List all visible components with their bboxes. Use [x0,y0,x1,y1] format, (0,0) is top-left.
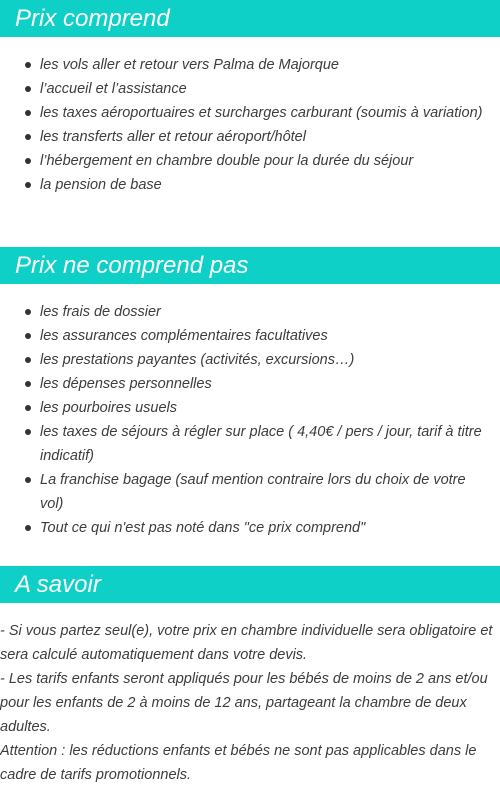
list-item: les taxes de séjours à régler sur place ( 4,40€ / pers / jour, tarif à titre indicatif) [0,420,500,468]
list-item: les vols aller et retour vers Palma de Majorque [0,53,500,77]
list-item: l’accueil et l’assistance [0,77,500,101]
list-item: les transferts aller et retour aéroport/hôtel [0,125,500,149]
list-item: les prestations payantes (activités, excursions…) [0,348,500,372]
note-paragraph: - Les tarifs enfants seront appliqués pour les bébés de moins de 2 ans et/ou pour les enfants de 2 à moins de 12 ans, partageant la chambre de deux adultes. [0,671,488,735]
excluded-list [0,300,500,540]
note-paragraph: - Si vous partez seul(e), votre prix en chambre individuelle sera obligatoire et sera calculé automatiquement dans votre devis. [0,623,493,663]
list-item: Tout ce qui n'est pas noté dans "ce prix comprend" [0,516,500,540]
notes-block [0,619,500,787]
included-list [0,53,500,197]
list-item: les frais de dossier [0,300,500,324]
list-item: les taxes aéroportuaires et surcharges carburant (soumis à variation) [0,101,500,125]
list-item: l’hébergement en chambre double pour la durée du séjour [0,149,500,173]
list-item: les pourboires usuels [0,396,500,420]
list-item: les dépenses personnelles [0,372,500,396]
section-header-a-savoir: A savoir [0,566,500,603]
list-item: La franchise bagage (sauf mention contraire lors du choix de votre vol) [0,468,500,516]
section-header-prix-comprend: Prix comprend [0,0,500,37]
note-paragraph: Attention : les réductions enfants et bébés ne sont pas applicables dans le cadre de tarifs promotionnels. [0,743,477,783]
section-header-prix-ne-comprend-pas: Prix ne comprend pas [0,247,500,284]
list-item: les assurances complémentaires facultatives [0,324,500,348]
list-item: la pension de base [0,173,500,197]
